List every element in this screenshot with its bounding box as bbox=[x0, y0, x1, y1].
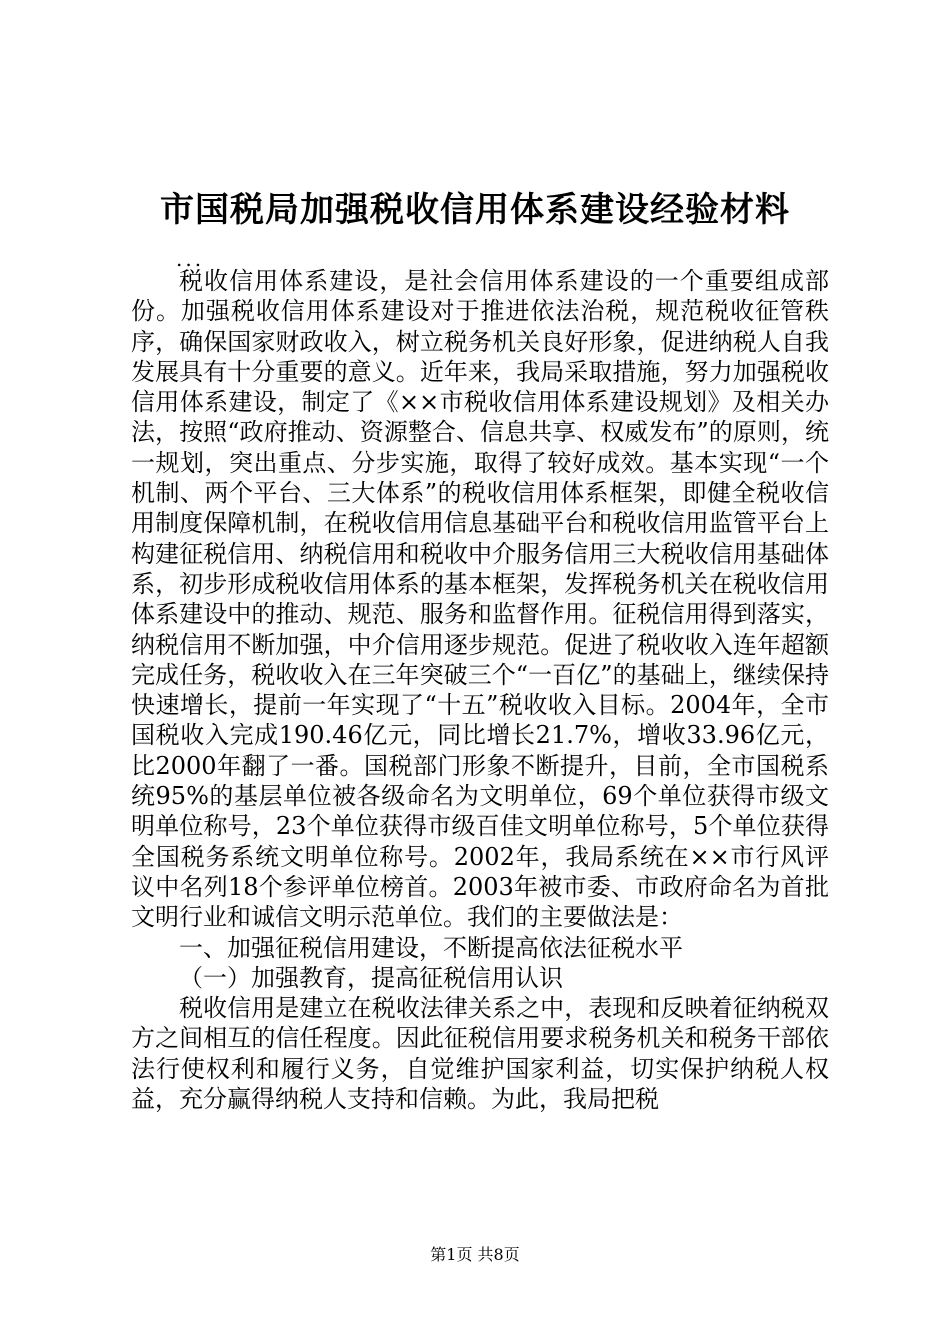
subsection-heading: （一）加强教育，提高征税信用认识 bbox=[179, 963, 563, 992]
ellipsis-marker: ... bbox=[176, 247, 205, 271]
section-heading: 一、加强征税信用建设，不断提高依法征税水平 bbox=[179, 933, 683, 962]
intro-paragraph: 税收信用体系建设，是社会信用体系建设的一个重要组成部份。加强税收信用体系建设对于推进依法治税，规范税收征管秩序，确保国家财政收入，树立税务机关良好形象，促进纳税人自我发展具有十分重要的意义。近年来，我局采取措施，努力加强税收信用体系建设，制定了《××市税收信用体系建设规划》及相关办法，按照“政府推动、资源整合、信息共享、权威发布”的原则，统一规划，突出重点、分步实施，取得了较好成效。基本实现“一个机制、两个平台、三大体系”的税收信用体系框架，即健全税收信用制度保障机制，在税收信用信息基础平台和税收信用监管平台上构建征税信用、纳税信用和税收中介服务信用三大税收信用基础体系，初步形成税收信用体系的基本框架，发挥税务机关在税收信用体系建设中的推动、规范、服务和监督作用。征税信用得到落实，纳税信用不断加强，中介信用逐步规范。促进了税收收入连年超额完成任务，税收收入在三年突破三个“一百亿”的基础上，继续保持快速增长，提前一年实现了“十五”税收收入目标。2004年，全市国税收入完成190.46亿元，同比增长21.7%，增收33.96亿元，比2000年翻了一番。国税部门形象不断提升，目前，全市国税系统95%的基层单位被各级命名为文明单位，69个单位获得市级文明单位称号，23个单位获得市级百佳文明单位称号，5个单位获得全国税务系统文明单位称号。2002年，我局系统在××市行风评议中名列18个参评单位榜首。2003年被市委、市政府命名为首批文明行业和诚信文明示范单位。我们的主要做法是： bbox=[131, 267, 829, 932]
document-title: 市国税局加强税收信用体系建设经验材料 bbox=[160, 190, 790, 230]
document-body bbox=[131, 266, 829, 1114]
page-footer: 第1页 共8页 bbox=[430, 1245, 520, 1264]
body-paragraph: 税收信用是建立在税收法律关系之中，表现和反映着征纳税双方之间相互的信任程度。因此征税信用要求税务机关和税务干部依法行使权利和履行义务，自觉维护国家利益，切实保护纳税人权益，充分赢得纳税人支持和信赖。为此，我局把税 bbox=[131, 994, 829, 1114]
